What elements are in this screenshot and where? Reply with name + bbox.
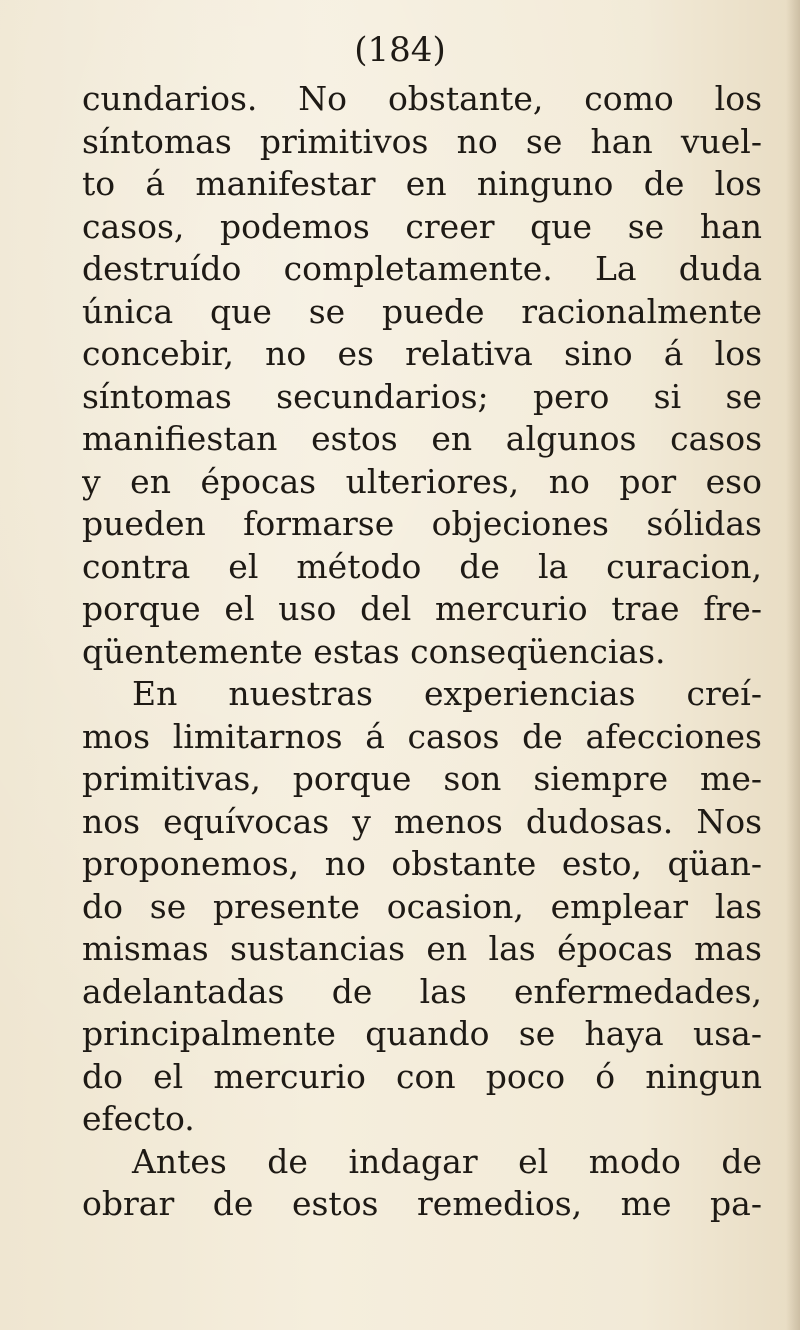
text-line: do se presente ocasion, emplear las — [82, 886, 762, 926]
body-text — [82, 78, 762, 1226]
text-line: efecto. — [82, 1099, 195, 1138]
text-line: síntomas secundarios; pero si se — [82, 376, 762, 416]
text-line: proponemos, no obstante esto, qüan- — [82, 844, 762, 883]
text-line: obrar de estos remedios, me pa- — [82, 1184, 762, 1223]
paragraph-start-line: Antes de indagar el modo de — [132, 1141, 762, 1181]
text-line: adelantadas de las enfermedades, — [82, 971, 762, 1011]
text-line: síntomas primitivos no se han vuel- — [82, 121, 762, 161]
text-line: nos equívocas y menos dudosas. Nos — [82, 801, 762, 841]
paragraph-start-line: En nuestras experiencias creí- — [132, 674, 762, 713]
text-line: do el mercurio con poco ó ningun — [82, 1056, 762, 1096]
text-line: to á manifestar en ninguno de los — [82, 164, 762, 203]
page-edge-shadow — [786, 0, 800, 1330]
page-number: (184) — [354, 30, 446, 70]
text-line: qüentemente estas conseqüencias. — [82, 631, 666, 671]
text-line: principalmente quando se haya usa- — [82, 1014, 762, 1053]
text-line: pueden formarse objeciones sólidas — [82, 504, 762, 543]
text-line: manifiestan estos en algunos casos — [82, 419, 762, 458]
text-line: única que se puede racionalmente — [82, 291, 762, 331]
text-line: casos, podemos creer que se han — [82, 206, 762, 246]
text-line: contra el método de la curacion, — [82, 546, 762, 586]
text-line: mismas sustancias en las épocas mas — [82, 929, 762, 968]
text-line: concebir, no es relativa sino á los — [82, 334, 762, 373]
text-line: mos limitarnos á casos de afecciones — [82, 716, 762, 756]
text-line: destruído completamente. La duda — [82, 249, 762, 288]
text-line: y en épocas ulteriores, no por eso — [82, 461, 762, 501]
text-line: porque el uso del mercurio trae fre- — [82, 589, 762, 628]
text-line: primitivas, porque son siempre me- — [82, 759, 762, 798]
text-line: cundarios. No obstante, como los — [82, 79, 762, 118]
